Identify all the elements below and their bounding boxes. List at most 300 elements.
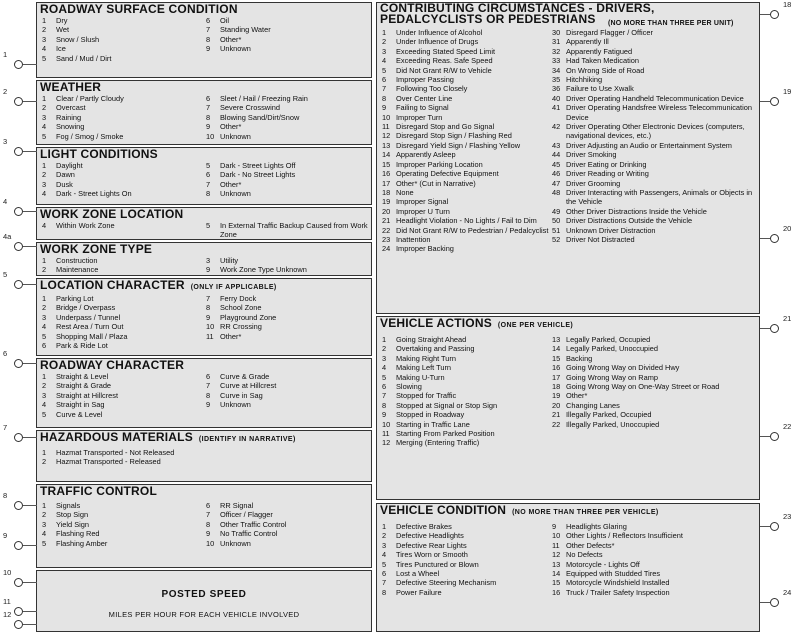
field-entry-circle[interactable] — [14, 433, 23, 442]
option-item — [550, 84, 756, 93]
option-code: 36 — [552, 84, 561, 94]
roadway-character-section — [36, 358, 372, 428]
right-field-number: 18 — [783, 0, 792, 9]
hazardous-materials-note: (IDENTIFY IN NARRATIVE) — [198, 436, 296, 443]
option-item — [40, 529, 204, 538]
option-code: 8 — [382, 400, 387, 410]
option-code: 2 — [42, 25, 47, 35]
option-item — [550, 122, 756, 141]
option-code: 31 — [552, 37, 561, 47]
option-label: Driver Smoking — [566, 150, 617, 160]
leader-line — [23, 582, 37, 583]
vehicle-condition-section — [376, 503, 760, 632]
option-item — [204, 256, 368, 265]
option-item — [204, 35, 368, 44]
field-entry-circle[interactable] — [14, 620, 23, 629]
right-field-number: 23 — [783, 512, 792, 521]
option-code: 19 — [552, 391, 561, 401]
right-column — [204, 94, 368, 141]
field-entry-circle[interactable] — [14, 501, 23, 510]
option-code: 6 — [42, 341, 47, 351]
option-code: 7 — [382, 578, 387, 588]
leader-line — [23, 611, 37, 612]
option-code: 8 — [206, 519, 211, 529]
roadway-surface-title: ROADWAY SURFACE CONDITION — [40, 2, 238, 16]
option-item — [550, 373, 756, 382]
option-item — [40, 322, 204, 331]
option-code: 11 — [206, 331, 214, 341]
option-code: 2 — [42, 170, 47, 180]
location-character-options — [37, 294, 371, 350]
field-entry-circle[interactable] — [14, 541, 23, 550]
option-item — [380, 75, 550, 84]
hazardous-materials-title-text: HAZARDOUS MATERIALS — [40, 430, 193, 444]
option-code: 4 — [382, 56, 387, 66]
leader-line — [23, 545, 37, 546]
leader-line — [760, 238, 770, 239]
option-code: 9 — [206, 312, 211, 322]
option-label: School Zone — [220, 303, 262, 313]
option-label: Starting From Parked Position — [396, 429, 495, 439]
option-item — [204, 16, 368, 25]
option-item — [204, 189, 368, 198]
option-item — [380, 207, 550, 216]
option-item — [380, 429, 550, 438]
option-code: 24 — [382, 244, 391, 254]
option-code: 4 — [42, 400, 47, 410]
option-item — [550, 94, 756, 103]
option-label: Sand / Mud / Dirt — [56, 53, 112, 63]
left-column — [40, 372, 204, 419]
option-item — [204, 122, 368, 131]
vehicle-actions-title — [377, 317, 759, 332]
option-label: Power Failure — [396, 587, 442, 597]
option-label: Dry — [56, 16, 68, 25]
option-label: Curve in Sag — [220, 390, 263, 400]
option-label: Underpass / Tunnel — [56, 312, 121, 322]
option-label: Exceeding Stated Speed Limit — [396, 46, 496, 56]
option-item — [204, 25, 368, 34]
roadway-character-options — [37, 372, 371, 419]
vehicle-condition-options — [377, 519, 759, 597]
option-label: Maintenance — [56, 265, 99, 275]
option-label: Severe Crosswind — [220, 103, 280, 113]
option-code: 5 — [382, 372, 387, 382]
option-code: 12 — [382, 438, 391, 448]
option-label: Following Too Closely — [396, 84, 468, 94]
option-label: Backing — [566, 353, 593, 363]
option-item — [40, 180, 204, 189]
option-code: 15 — [382, 159, 391, 169]
posted-speed-title: POSTED SPEED — [161, 589, 247, 600]
option-item — [380, 578, 550, 587]
left-column — [40, 161, 204, 199]
option-item — [380, 84, 550, 93]
option-code: 8 — [382, 587, 387, 597]
field-entry-circle[interactable] — [14, 607, 23, 616]
left-field-number: 4a — [3, 232, 12, 241]
left-column — [40, 256, 204, 275]
roadway-surface-section — [36, 2, 372, 78]
option-code: 9 — [206, 44, 211, 54]
option-item — [40, 400, 204, 409]
option-label: Disregard Flagger / Officer — [566, 28, 653, 37]
option-label: In External Traffic Backup Caused from Work Zone — [220, 221, 368, 240]
option-code: 22 — [552, 419, 561, 429]
option-code: 14 — [552, 569, 561, 579]
option-code: 5 — [42, 409, 47, 419]
option-code: 43 — [552, 140, 561, 150]
option-item — [40, 170, 204, 179]
option-item — [380, 131, 550, 140]
option-item — [550, 522, 756, 531]
leader-line — [23, 363, 37, 364]
option-label: Other* — [220, 122, 242, 132]
left-field-number: 6 — [3, 349, 8, 358]
option-code: 17 — [552, 372, 561, 382]
option-label: Driver Reading or Writing — [566, 169, 649, 179]
option-item — [550, 344, 756, 353]
option-item — [550, 75, 756, 84]
option-item — [550, 37, 756, 46]
option-item — [380, 28, 550, 37]
option-code: 4 — [42, 221, 47, 230]
option-label: Tires Worn or Smooth — [396, 550, 468, 560]
field-entry-circle[interactable] — [14, 359, 23, 368]
option-item — [550, 28, 756, 37]
option-item — [204, 400, 368, 409]
option-code: 21 — [382, 216, 391, 226]
option-item — [40, 161, 204, 170]
right-column — [204, 16, 368, 63]
leader-line — [760, 436, 770, 437]
option-item — [40, 113, 204, 122]
option-item — [40, 510, 204, 519]
option-label: Straight at Hillcrest — [56, 390, 119, 400]
option-item — [550, 588, 756, 597]
field-entry-circle[interactable] — [14, 60, 23, 69]
option-label: Curve at Hillcrest — [220, 381, 277, 391]
option-label: Defective Rear Lights — [396, 540, 467, 550]
option-label: Over Center Line — [396, 93, 453, 103]
option-label: Changing Lanes — [566, 400, 620, 410]
option-label: Straight in Sag — [56, 400, 105, 410]
option-label: Illegally Parked, Occupied — [566, 410, 652, 420]
option-code: 8 — [206, 112, 211, 122]
option-code: 4 — [42, 44, 47, 54]
option-label: Under Influence of Drugs — [396, 37, 479, 47]
field-entry-circle[interactable] — [14, 147, 23, 156]
left-column — [380, 28, 550, 254]
option-code: 6 — [382, 382, 387, 392]
option-code: 1 — [382, 522, 387, 531]
option-item — [380, 522, 550, 531]
option-label: Straight & Level — [56, 372, 109, 381]
option-label: Going Wrong Way on Divided Hwy — [566, 363, 680, 373]
option-item — [550, 550, 756, 559]
field-entry-circle[interactable] — [14, 578, 23, 587]
option-item — [204, 103, 368, 112]
light-conditions-section — [36, 147, 372, 205]
option-item — [380, 401, 550, 410]
option-code: 4 — [42, 189, 47, 199]
option-item — [204, 501, 368, 510]
option-code: 11 — [552, 540, 560, 550]
option-code: 47 — [552, 178, 561, 188]
option-label: Rest Area / Turn Out — [56, 322, 124, 332]
leader-line — [760, 14, 770, 15]
work-zone-type-title: WORK ZONE TYPE — [40, 242, 153, 256]
option-item — [204, 161, 368, 170]
option-code: 10 — [206, 322, 215, 332]
option-item — [380, 391, 550, 400]
posted-speed-section — [36, 570, 372, 632]
option-label: Oil — [220, 16, 230, 25]
location-character-section — [36, 278, 372, 356]
option-code: 6 — [206, 94, 211, 103]
option-item — [380, 382, 550, 391]
option-item — [204, 170, 368, 179]
option-code: 5 — [42, 131, 47, 141]
field-entry-circle[interactable] — [770, 598, 779, 607]
option-label: Driver Operating Handheld Telecommunication Device — [566, 93, 744, 103]
option-label: Dawn — [56, 170, 75, 180]
field-entry-circle[interactable] — [770, 234, 779, 243]
option-code: 6 — [206, 501, 211, 510]
option-label: Apparently Asleep — [396, 150, 456, 160]
option-label: Ice — [56, 44, 66, 54]
option-label: Officer / Flagger — [220, 510, 273, 520]
field-entry-circle[interactable] — [14, 280, 23, 289]
roadway-surface-options — [37, 16, 371, 63]
leader-line — [760, 602, 770, 603]
option-item — [204, 332, 368, 341]
option-code: 9 — [206, 400, 211, 410]
option-code: 5 — [42, 53, 47, 63]
option-label: Blowing Sand/Dirt/Snow — [220, 112, 300, 122]
option-item — [204, 113, 368, 122]
option-item — [40, 122, 204, 131]
option-label: Making Left Turn — [396, 363, 452, 373]
option-code: 3 — [42, 519, 47, 529]
option-item — [380, 94, 550, 103]
option-code: 7 — [382, 84, 387, 94]
option-code: 14 — [552, 344, 561, 354]
option-label: Wet — [56, 25, 70, 35]
vehicle-actions-note: (ONE PER VEHICLE) — [497, 322, 574, 329]
option-label: Slowing — [396, 382, 422, 392]
option-code: 10 — [552, 531, 561, 541]
option-label: Defective Brakes — [396, 522, 452, 531]
option-label: Starting in Traffic Lane — [396, 419, 470, 429]
option-item — [550, 141, 756, 150]
option-item — [380, 244, 550, 253]
option-label: Truck / Trailer Safety Inspection — [566, 587, 670, 597]
option-item — [40, 410, 204, 419]
left-field-number: 1 — [3, 50, 8, 59]
option-label: Legally Parked, Occupied — [566, 335, 651, 344]
option-item — [204, 372, 368, 381]
option-label: Improper Turn — [396, 112, 443, 122]
option-item — [204, 180, 368, 189]
option-item — [550, 103, 756, 122]
light-conditions-options — [37, 161, 371, 199]
option-label: Yield Sign — [56, 519, 90, 529]
option-label: Snow / Slush — [56, 34, 100, 44]
field-entry-circle[interactable] — [770, 522, 779, 531]
traffic-control-title: TRAFFIC CONTROL — [40, 484, 157, 498]
option-label: On Wrong Side of Road — [566, 65, 645, 75]
option-item — [380, 550, 550, 559]
option-code: 3 — [206, 256, 211, 265]
option-label: Within Work Zone — [56, 221, 115, 230]
option-item — [380, 141, 550, 150]
option-item — [40, 313, 204, 322]
field-entry-circle[interactable] — [14, 207, 23, 216]
option-label: Other Driver Distractions Inside the Vehicle — [566, 206, 707, 216]
option-item — [204, 322, 368, 331]
contributing-title: CONTRIBUTING CIRCUMSTANCES - DRIVERS, PEDALCYCLISTS OR PEDESTRIANS — [380, 2, 655, 26]
vehicle-actions-options — [377, 332, 759, 448]
field-entry-circle[interactable] — [770, 324, 779, 333]
right-column — [550, 522, 756, 597]
option-code: 1 — [382, 335, 387, 344]
right-field-number: 19 — [783, 87, 792, 96]
option-item — [204, 391, 368, 400]
option-code: 1 — [42, 161, 47, 170]
option-item — [40, 539, 204, 548]
field-entry-circle[interactable] — [770, 97, 779, 106]
option-label: Making Right Turn — [396, 353, 456, 363]
option-item — [204, 529, 368, 538]
option-item — [380, 235, 550, 244]
option-item — [380, 335, 550, 344]
option-item — [550, 363, 756, 372]
option-item — [550, 560, 756, 569]
option-item — [380, 197, 550, 206]
field-entry-circle[interactable] — [770, 432, 779, 441]
option-item — [40, 501, 204, 510]
option-item — [40, 303, 204, 312]
option-item — [380, 354, 550, 363]
option-code: 35 — [552, 75, 561, 85]
left-field-number: 3 — [3, 137, 8, 146]
option-item — [380, 569, 550, 578]
option-label: No Defects — [566, 550, 603, 560]
option-code: 12 — [382, 131, 391, 141]
option-label: Curve & Grade — [220, 372, 270, 381]
work-zone-location-options — [37, 221, 371, 240]
option-item — [40, 189, 204, 198]
option-code: 19 — [382, 197, 391, 207]
option-item — [204, 132, 368, 141]
field-entry-circle[interactable] — [14, 242, 23, 251]
option-label: Unknown Driver Distraction — [566, 225, 656, 235]
option-code: 15 — [552, 353, 561, 363]
weather-section — [36, 80, 372, 145]
field-entry-circle[interactable] — [14, 97, 23, 106]
option-label: Other* (Cut in Narrative) — [396, 178, 476, 188]
option-item — [380, 47, 550, 56]
option-item — [380, 541, 550, 550]
field-entry-circle[interactable] — [770, 10, 779, 19]
option-item — [40, 44, 204, 53]
option-label: Clear / Partly Cloudy — [56, 94, 124, 103]
option-item — [204, 265, 368, 274]
option-item — [40, 103, 204, 112]
option-code: 18 — [382, 187, 391, 197]
option-label: Work Zone Type Unknown — [220, 265, 307, 275]
option-label: Improper U Turn — [396, 206, 450, 216]
vehicle-condition-title — [377, 504, 759, 519]
option-item — [40, 332, 204, 341]
option-code: 2 — [42, 381, 47, 391]
option-item — [204, 44, 368, 53]
option-item — [550, 382, 756, 391]
option-label: Improper Passing — [396, 75, 454, 85]
option-label: Dark - No Street Lights — [220, 170, 296, 180]
option-item — [380, 226, 550, 235]
option-code: 18 — [552, 382, 561, 392]
left-column — [380, 522, 550, 597]
option-code: 9 — [206, 122, 211, 132]
option-label: None — [396, 187, 414, 197]
items-column — [40, 448, 368, 467]
option-label: Defective Steering Mechanism — [396, 578, 497, 588]
option-item — [550, 179, 756, 188]
option-code: 48 — [552, 187, 561, 197]
option-code: 23 — [382, 234, 391, 244]
option-label: Raining — [56, 112, 82, 122]
option-item — [550, 235, 756, 244]
option-code: 1 — [42, 501, 47, 510]
option-item — [40, 25, 204, 34]
option-label: Utility — [220, 256, 239, 265]
option-code: 2 — [42, 303, 47, 313]
option-code: 5 — [382, 65, 387, 75]
option-code: 1 — [42, 448, 47, 457]
option-code: 2 — [42, 457, 47, 467]
option-code: 42 — [552, 122, 561, 132]
option-label: Daylight — [56, 161, 83, 170]
contributing-circumstances-section — [376, 2, 760, 314]
option-item — [380, 188, 550, 197]
right-field-number: 24 — [783, 588, 792, 597]
left-field-number: 2 — [3, 87, 8, 96]
option-code: 2 — [382, 344, 387, 354]
option-code: 11 — [382, 429, 390, 439]
option-item — [380, 410, 550, 419]
option-label: Inattention — [396, 234, 431, 244]
option-item — [380, 216, 550, 225]
option-code: 52 — [552, 234, 561, 244]
option-item — [550, 541, 756, 550]
right-column — [204, 372, 368, 419]
option-item — [380, 103, 550, 112]
option-code: 3 — [42, 390, 47, 400]
option-item — [380, 363, 550, 372]
option-code: 10 — [382, 112, 391, 122]
option-item — [380, 588, 550, 597]
option-code: 4 — [382, 550, 387, 560]
option-code: 34 — [552, 65, 561, 75]
option-item — [40, 35, 204, 44]
option-code: 4 — [382, 363, 387, 373]
option-label: Exceeding Reas. Safe Speed — [396, 56, 493, 66]
option-code: 2 — [382, 531, 387, 541]
option-code: 5 — [42, 331, 47, 341]
option-code: 16 — [382, 169, 391, 179]
